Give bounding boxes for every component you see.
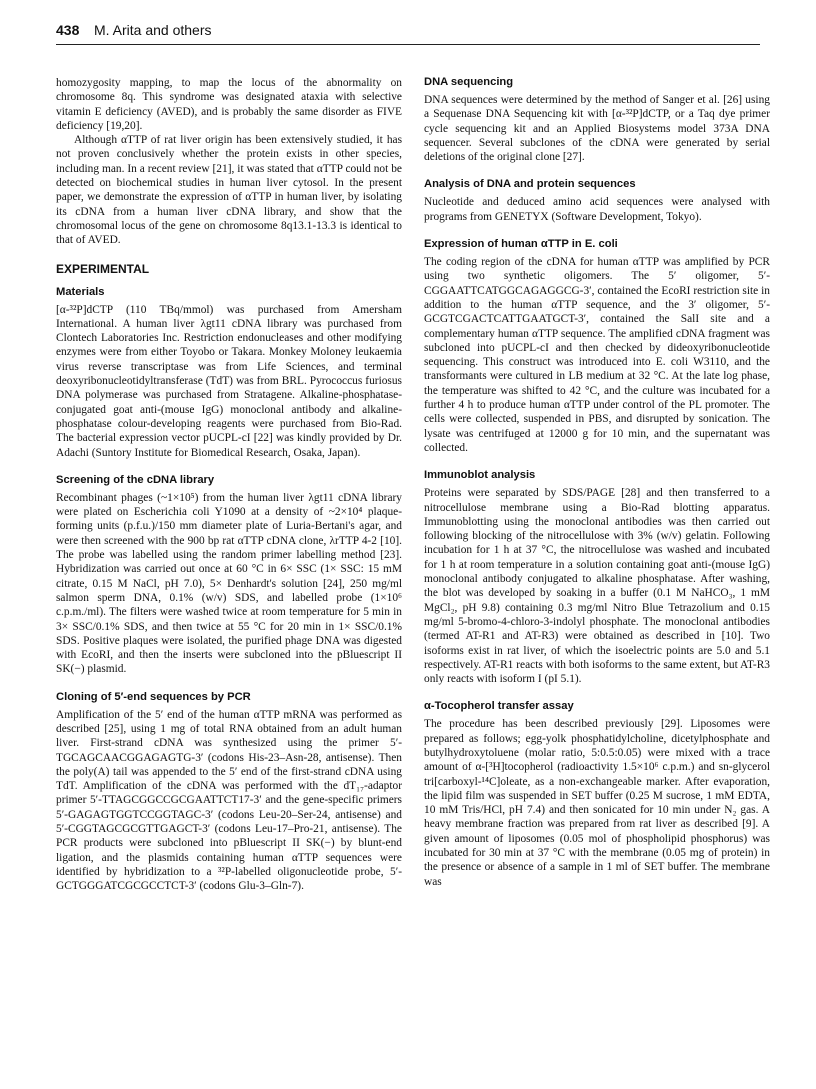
running-head-authors: M. Arita and others <box>94 22 212 38</box>
left-column <box>56 76 402 894</box>
materials-text: [α-³²P]dCTP (110 TBq/mmol) was purchased from Amersham International. A human liver λgt11 cDNA library was purchased from Clontech Laboratories Inc. Restriction endonucleases and other modifying enzymes were from either Toyobo or Takara. Monkey Moloney leukaemia virus reverse transcriptase was from Life Sciences, and terminal deoxyribonucleotidyltransferase (TdT) was from BRL. Pyrococcus furiosus DNA polymerase was purchased from Stratagene. Alkaline-phosphatase-conjugated goat anti-(mouse IgG) monoclonal antibody and alkaline-phosphatase colour-developing reagents were purchased from Bio-Rad. The bacterial expression vector pUCPL-cI [22] was kindly provided by Dr. Adachi (Suntory Institute for Biomedical Research, Osaka, Japan). <box>56 303 402 459</box>
intro-paragraph-1: homozygosity mapping, to map the locus of the abnormality on chromosome 8q. This syndrome was designated ataxia with selective vitamin E deficiency (AVED), and is probably the same disorder as FIVE deficiency [19,20]. <box>56 77 402 132</box>
dna-sequencing-text: DNA sequences were determined by the method of Sanger et al. [26] using a Sequenase DNA Sequencing kit with [α-³²P]dCTP, or a Taq dye primer cycle sequencing kit and an Applied Biosystems model 373A DNA sequencer. Several subclones of the cDNA were generated by serial deletions of the original clone [27]. <box>424 94 770 164</box>
dna-sequencing-heading: DNA sequencing <box>424 76 514 88</box>
expression-heading: Expression of human αTTP in E. coli <box>424 238 618 251</box>
immunoblot-heading: Immunoblot analysis <box>424 469 536 482</box>
transfer-assay-heading: α-Tocopherol transfer assay <box>424 700 574 713</box>
intro-paragraph-2: Although αTTP of rat liver origin has been extensively studied, it has not proven conclusively whether the protein exists in other species, including man. In a recent review [21], it was stated that αTTP could not be detected on biochemical studies in human liver cytosol. In the present paper, we demonstrate the expression of αTTP in human liver, by isolating its cDNA from a human liver cDNA library, and show that the chromosomal locus of the gene on chromosome 8q13.1-13.3 is identical to that of AVED. <box>56 134 402 247</box>
screening-text: Recombinant phages (~1×10⁵) from the human liver λgt11 cDNA library were plated on Escherichia coli Y1090 at a density of ~2×10⁴ plaque-forming units (p.f.u.)/150 mm diameter plate of Luria-Bertani's agar, and were then screened with the 900 bp rat αTTP cDNA clone, λrTTP 4-2 [10]. The probe was labelled using the random primer labelling method [23]. Hybridization was carried out once at 60 °C in 6× SSC (1× SSC: 15 mM citrate, 0.15 M NaCl, pH 7.0), 5× Denhardt's solution [24], 250 mg/ml salmon sperm DNA, 0.1% (w/v) SDS, and labelled probe (1×10⁶ c.p.m./ml). The filters were washed twice at room temperature for 5 min in 3× SSC/0.1% SDS, and then twice at 55 °C for 20 min in 1× SSC/0.1% SDS. Positive plaques were isolated, the purified phage DNA was digested with EcoRI, and then the inserts were subcloned into the pBluescript II SK(−) plasmid. <box>56 491 402 676</box>
right-column <box>424 76 770 889</box>
materials-heading: Materials <box>56 285 105 298</box>
page-number: 438 <box>56 22 80 38</box>
screening-heading: Screening of the cDNA library <box>56 473 215 486</box>
page-header <box>56 22 760 45</box>
expression-text: The coding region of the cDNA for human αTTP was amplified by PCR using two synthetic oligomers. The 5′ oligomer, 5′-CGGAATTCATGGCAGAGGCG-3′, contained the EcoRI restriction site in addition to the human αTTP sequence, and the 3′ oligomer, 5′-GCGTCGACTCATTGAATGCT-3′, contained the SalI site and a complementary human αTTP sequence. The amplified cDNA fragment was subcloned into pUCPL-cI and then checked by dideoxyribonucleotide sequencing. This construct was introduced into E. coli W3110, and the transformants were cultured in LB medium at 32 °C. At the late log phase, the temperature was shifted to 42 °C, and the culture was incubated for a further 4 h to produce human αTTP under control of the PL promoter. The cells were collected, suspended in PBS, and disrupted by sonication. The lysate was centrifuged at 12000 g for 10 min, and the supernatant was collected. <box>424 256 770 454</box>
immunoblot-text: Proteins were separated by SDS/PAGE [28] and then transferred to a nitrocellulose membrane using a Bio-Rad blotting apparatus. Immunoblotting using the monoclonal antibodies was then carried out following blocking of the nitrocellulose with 3% (w/v) gelatin. Following incubation for 1 h at 37 °C, the nitrocellulose was washed and incubated for 1 h at room temperature in a solution containing goat anti-(mouse IgG) monoclonal antibody conjugated to alkaline phosphatase. After washing, the blot was developed by soaking in a buffer (0.1 M NaHCO₃, 1 mM MgCl₂, pH 9.8) containing 0.3 mg/ml Nitro Blue Tetrazolium and 0.15 mg/ml 5-bromo-4-chloro-3-indolyl phosphate. The monoclonal antibodies (termed AT-R1 and AT-R3) were obtained as described in [10]. Two isoforms exist in rat liver, of which the isoelectric points are 5.0 and 5.1 respectively. AT-R1 reacts with both isoforms to the same extent, but AT-R3 only reacts with isoform I (pI 5.1). <box>424 487 770 686</box>
cloning-text: Amplification of the 5′ end of the human αTTP mRNA was performed as described [25], using 1 mg of total RNA obtained from an adult human liver. First-strand cDNA was synthesized using the primer 5′-TGCAGCAACGGAGAGTG-3′ (codons His-23–Asn-28, antisense). Then the poly(A) tail was appended to the 5′ end of the first-strand cDNA using TdT. Amplification of the cDNA was performed with the dT₁₇-adaptor primer 5′-TTAGCGGCCGCGAATTCT17-3′ and the gene-specific primers 5′-GAGAGTGGTCCGGTAGC-3′ (codons Leu-20–Ser-24, antisense) and 5′-CGGTAGCGCGTTGAGCT-3′ (codons Leu-17–Pro-21, antisense). The PCR products were subcloned into pBluescript II SK(−) by blunt-end ligation, and the plasmids containing human αTTP sequences were identified by hybridization to a ³²P-labelled oligonucleotide probe, 5′-GCTGGGATCGCGCCTCT-3′ (codons Glu-3–Gln-7). <box>56 708 402 893</box>
cloning-heading: Cloning of 5′-end sequences by PCR <box>56 690 251 703</box>
transfer-assay-text: The procedure has been described previously [29]. Liposomes were prepared as follows; egg-yolk phosphatidylcholine, dicetylphosphate and butylhydroxytoluene (molar ratio, 5:0.5:0.05) were mixed with a trace amount of α-[³H]tocopherol (radioactivity 1.5×10⁶ c.p.m.) and sn-glycerol tri[carboxyl-¹⁴C]oleate, as a non-exchangeable marker. After evaporation, the lipid film was suspended in SET buffer (0.25 M sucrose, 1 mM EDTA, 10 mM Tris/HCl, pH 7.4) and then sonicated for 10 min under N₂ gas. A heavy membrane fraction was prepared from rat liver as described [9]. A given amount of liposomes (0.05 mol of phospholipid phosphorus) was incubated for 30 min at 37 °C with the membrane (0.05 mg of protein) in the presence or absence of a sample in 1 ml of SET buffer. The membrane was <box>424 718 770 888</box>
analysis-text: Nucleotide and deduced amino acid sequences were analysed with programs from GENETYX (Software Development, Tokyo). <box>424 196 770 223</box>
analysis-heading: Analysis of DNA and protein sequences <box>424 178 636 191</box>
experimental-heading: EXPERIMENTAL <box>56 261 150 276</box>
